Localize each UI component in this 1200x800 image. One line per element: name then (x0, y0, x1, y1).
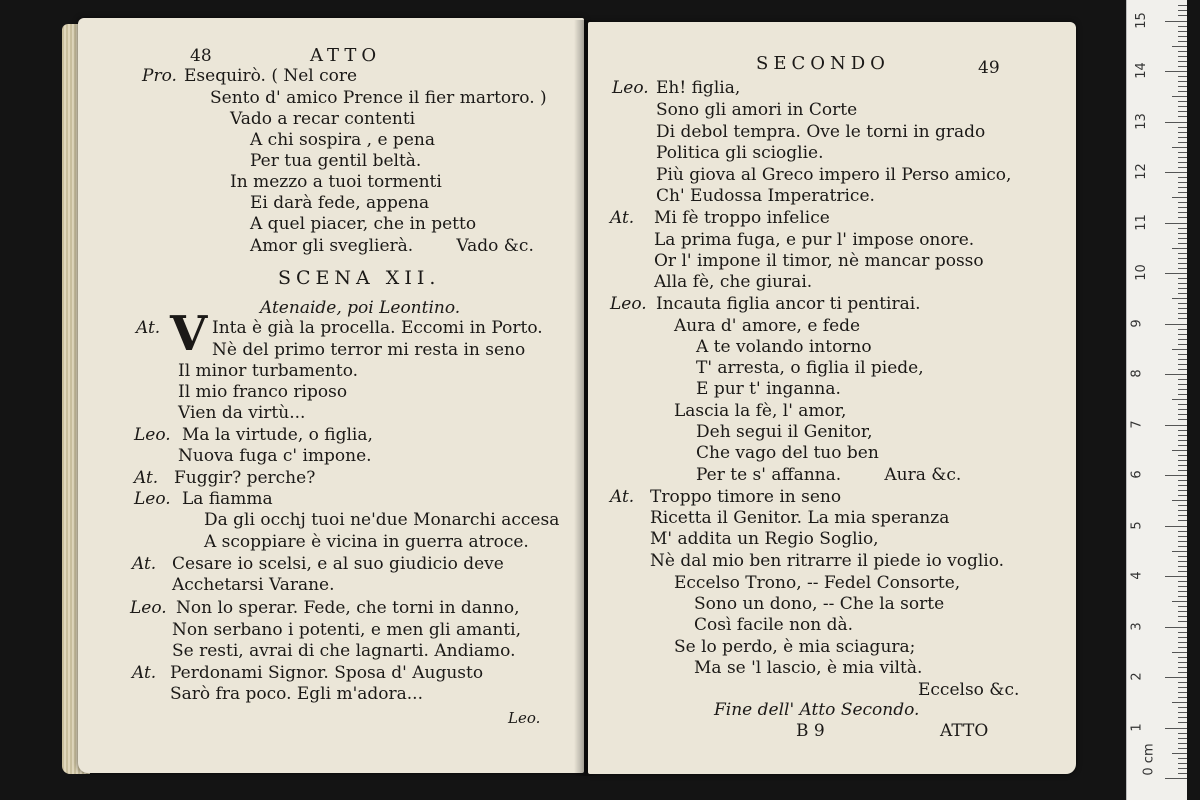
ruler-tick (1178, 445, 1187, 446)
ruler-tick (1178, 364, 1187, 365)
ruler-tick (1165, 627, 1187, 628)
ruler-tick (1178, 667, 1187, 668)
ruler-tick (1178, 485, 1187, 486)
ruler-tick (1178, 707, 1187, 708)
ruler-tick (1178, 758, 1187, 759)
ruler-tick (1172, 450, 1187, 451)
left-page-number: 48 (190, 46, 212, 66)
ruler-tick (1178, 763, 1187, 764)
speaker-label: Leo. (610, 294, 647, 314)
verse-line: Di debol tempra. Ove le torni in grado (656, 122, 986, 142)
ruler-tick (1178, 81, 1187, 82)
verse-line: Non serbano i potenti, e men gli amanti, (172, 620, 522, 640)
verse-line: E pur t' inganna. (696, 379, 841, 399)
ruler-tick (1178, 541, 1187, 542)
verse-line: In mezzo a tuoi tormenti (230, 172, 442, 192)
speaker-label: Leo. (612, 78, 649, 98)
ruler-tick (1178, 510, 1187, 511)
verse-line: Se lo perdo, è mia sciagura; (674, 637, 916, 657)
ruler-number: 6 (1129, 470, 1145, 479)
ruler-tick (1178, 66, 1187, 67)
ruler-tick (1178, 465, 1187, 466)
ruler-tick (1165, 172, 1187, 173)
ruler-tick (1178, 308, 1187, 309)
ruler-tick (1178, 430, 1187, 431)
ruler-tick (1165, 778, 1187, 779)
ruler-tick (1178, 480, 1187, 481)
verse-line: Il mio franco riposo (178, 382, 348, 402)
ruler-tick (1178, 743, 1187, 744)
ruler-tick (1165, 475, 1187, 476)
ruler-tick (1178, 202, 1187, 203)
verse-line: Mi fè troppo infelice (654, 208, 830, 228)
ruler-tick (1178, 354, 1187, 355)
ruler-tick (1178, 15, 1187, 16)
ruler-tick (1178, 177, 1187, 178)
ruler-tick (1178, 207, 1187, 208)
end-of-act-note: Fine dell' Atto Secondo. (714, 700, 920, 720)
ruler-tick (1178, 637, 1187, 638)
verse-line: Da gli occhj tuoi ne'due Monarchi accesa (204, 510, 560, 530)
ruler-unit-label: 0 cm (1141, 743, 1157, 776)
ruler-tick (1178, 132, 1187, 133)
verse-line: Inta è già la procella. Eccomi in Porto. (212, 318, 543, 338)
ruler-tick (1178, 212, 1187, 213)
ruler-tick (1165, 71, 1187, 72)
verse-line: Più giova al Greco impero il Perso amico, (656, 165, 1012, 185)
ruler-tick (1178, 717, 1187, 718)
verse-line: Amor gli sveglierà. Vado &c. (250, 236, 534, 256)
scene-heading: SCENA XII. (278, 267, 441, 289)
ruler-tick (1178, 591, 1187, 592)
ruler-tick (1178, 26, 1187, 27)
ruler-tick (1178, 101, 1187, 102)
ruler-tick (1172, 551, 1187, 552)
ruler-tick (1165, 425, 1187, 426)
right-running-head: SECONDO (756, 53, 890, 74)
ruler-tick (1178, 722, 1187, 723)
ruler-tick (1178, 546, 1187, 547)
ruler-number: 12 (1133, 163, 1149, 180)
verse-line: Il minor turbamento. (178, 361, 359, 381)
speaker-label: Pro. (142, 66, 177, 86)
verse-line: Eccelso &c. (918, 680, 1020, 700)
ruler-tick (1178, 167, 1187, 168)
ruler-tick (1178, 389, 1187, 390)
ruler-tick (1178, 41, 1187, 42)
ruler-tick (1178, 536, 1187, 537)
ruler-tick (1178, 243, 1187, 244)
verse-line: Eccelso Trono, -- Fedel Consorte, (674, 573, 961, 593)
verse-line: M' addita un Regio Soglio, (650, 529, 879, 549)
ruler-tick (1178, 616, 1187, 617)
verse-line: Sarò fra poco. Egli m'adora... (170, 684, 423, 704)
verse-line: Politica gli scioglie. (656, 143, 824, 163)
verse-line: Sono un dono, -- Che la sorte (694, 594, 945, 614)
ruler-tick (1178, 228, 1187, 229)
verse-line: T' arresta, o figlia il piede, (696, 358, 924, 378)
ruler-tick (1178, 157, 1187, 158)
verse-line: Ma se 'l lascio, è mia viltà. (694, 658, 923, 678)
verse-line: Sento d' amico Prence il fier martoro. ) (210, 88, 547, 108)
ruler-tick (1165, 526, 1187, 527)
verse-line: Ch' Eudossa Imperatrice. (656, 186, 875, 206)
ruler-tick (1178, 455, 1187, 456)
ruler-tick (1178, 409, 1187, 410)
ruler-tick (1172, 601, 1187, 602)
ruler-tick (1165, 576, 1187, 577)
verse-line: Eh! figlia, (656, 78, 741, 98)
ruler-tick (1165, 21, 1187, 22)
ruler-tick (1178, 505, 1187, 506)
ruler-tick (1178, 657, 1187, 658)
right-page (588, 22, 1076, 774)
ruler-tick (1178, 581, 1187, 582)
ruler-tick (1178, 435, 1187, 436)
catchword: Leo. (508, 709, 541, 727)
ruler-tick (1172, 349, 1187, 350)
ruler-tick (1178, 288, 1187, 289)
ruler-tick (1178, 268, 1187, 269)
ruler-tick (1178, 31, 1187, 32)
ruler-tick (1178, 682, 1187, 683)
ruler-tick (1178, 303, 1187, 304)
ruler-tick (1178, 137, 1187, 138)
ruler-tick (1178, 116, 1187, 117)
ruler-tick (1178, 566, 1187, 567)
ruler-tick (1178, 192, 1187, 193)
ruler-tick (1178, 10, 1187, 11)
ruler-tick (1172, 197, 1187, 198)
ruler-tick (1178, 556, 1187, 557)
ruler-number: 1 (1129, 722, 1145, 732)
ruler-tick (1178, 293, 1187, 294)
ruler-tick (1178, 384, 1187, 385)
speaker-label: At. (134, 468, 159, 488)
ruler-tick (1178, 520, 1187, 521)
ruler-tick (1172, 46, 1187, 47)
left-page (78, 18, 584, 773)
verse-line: Non lo sperar. Fede, che torni in danno, (176, 598, 520, 618)
ruler-tick (1178, 106, 1187, 107)
verse-line: A chi sospira , e pena (250, 130, 435, 150)
ruler-tick (1178, 187, 1187, 188)
ruler-tick (1178, 596, 1187, 597)
ruler-tick (1178, 440, 1187, 441)
verse-line: La fiamma (182, 489, 273, 509)
ruler-tick (1172, 96, 1187, 97)
ruler-tick (1178, 586, 1187, 587)
ruler-tick (1178, 561, 1187, 562)
verse-line: A scoppiare è vicina in guerra atroce. (204, 532, 529, 552)
ruler-tick (1178, 531, 1187, 532)
verse-line: Nuova fuga c' impone. (178, 446, 372, 466)
left-running-head: ATTO (310, 45, 382, 66)
ruler-tick (1178, 515, 1187, 516)
ruler-tick (1178, 182, 1187, 183)
verse-line: Vien da virtù... (178, 403, 306, 423)
ruler-tick (1178, 672, 1187, 673)
ruler-tick (1178, 470, 1187, 471)
ruler-tick (1178, 36, 1187, 37)
verse-line: Deh segui il Genitor, (696, 422, 873, 442)
ruler-tick (1165, 728, 1187, 729)
catchword: ATTO (940, 721, 989, 741)
ruler-number: 13 (1133, 112, 1149, 130)
speaker-label: At. (610, 208, 635, 228)
ruler-tick (1165, 223, 1187, 224)
ruler-tick (1178, 647, 1187, 648)
ruler-tick (1178, 5, 1187, 6)
ruler-tick (1178, 414, 1187, 415)
ruler-tick (1178, 379, 1187, 380)
ruler-number: 3 (1129, 621, 1145, 631)
ruler-tick (1178, 606, 1187, 607)
ruler-tick (1178, 662, 1187, 663)
speaker-label: At. (132, 554, 157, 574)
ruler-number: 10 (1133, 264, 1149, 281)
ruler-tick (1178, 687, 1187, 688)
verse-line: Ei darà fede, appena (250, 193, 430, 213)
ruler-tick (1165, 374, 1187, 375)
ruler-number: 2 (1129, 672, 1145, 681)
verse-line: Per tua gentil beltà. (250, 151, 422, 171)
ruler-tick (1178, 344, 1187, 345)
ruler-tick (1178, 394, 1187, 395)
verse-line: Così facile non dà. (694, 615, 854, 635)
ruler-number: 15 (1133, 11, 1149, 29)
ruler-tick (1178, 258, 1187, 259)
ruler-tick (1172, 500, 1187, 501)
verse-line: Perdonami Signor. Sposa d' Augusto (170, 663, 484, 683)
ruler-tick (1178, 748, 1187, 749)
ruler-tick (1172, 702, 1187, 703)
ruler-tick (1178, 632, 1187, 633)
ruler-tick (1178, 56, 1187, 57)
signature-mark: B 9 (796, 721, 825, 741)
verse-line: Ricetta il Genitor. La mia speranza (650, 508, 950, 528)
verse-line: Vado a recar contenti (230, 109, 416, 129)
ruler-tick (1178, 253, 1187, 254)
verse-line: Fuggir? perche? (174, 468, 316, 488)
ruler-tick (1178, 571, 1187, 572)
ruler-tick (1178, 142, 1187, 143)
ruler-tick (1178, 127, 1187, 128)
ruler-number: 7 (1129, 419, 1145, 429)
ruler-tick (1178, 369, 1187, 370)
ruler-tick (1178, 233, 1187, 234)
verse-line: Cesare io scelsi, e al suo giudicio deve (172, 554, 504, 574)
ruler-tick (1172, 753, 1187, 754)
ruler-tick (1178, 238, 1187, 239)
ruler-tick (1178, 61, 1187, 62)
ruler-tick (1178, 460, 1187, 461)
ruler-tick (1178, 283, 1187, 284)
ruler-tick (1178, 733, 1187, 734)
verse-line: La prima fuga, e pur l' impose onore. (654, 230, 975, 250)
ruler-tick (1165, 122, 1187, 123)
ruler-tick (1172, 298, 1187, 299)
ruler-tick (1178, 495, 1187, 496)
verse-line: Incauta figlia ancor ti pentirai. (656, 294, 921, 314)
ruler-tick (1178, 278, 1187, 279)
verse-line: Lascia la fè, l' amor, (674, 401, 847, 421)
ruler-tick (1178, 419, 1187, 420)
speaker-label: At. (610, 487, 635, 507)
ruler-tick (1178, 162, 1187, 163)
verse-line: Acchetarsi Varane. (172, 575, 335, 595)
ruler-tick (1178, 51, 1187, 52)
ruler-tick (1178, 359, 1187, 360)
verse-line: Per te s' affanna. Aura &c. (696, 465, 962, 485)
ruler-number: 4 (1129, 571, 1145, 580)
ruler-tick (1172, 248, 1187, 249)
ruler-tick (1178, 712, 1187, 713)
ruler-tick (1178, 313, 1187, 314)
ruler-number: 14 (1133, 62, 1149, 79)
ruler-tick (1178, 642, 1187, 643)
ruler-tick (1165, 677, 1187, 678)
verse-line: Alla fè, che giurai. (654, 272, 813, 292)
ruler-number: 9 (1129, 318, 1145, 328)
open-book (48, 14, 1078, 779)
ruler-tick (1178, 692, 1187, 693)
ruler-tick (1178, 339, 1187, 340)
ruler-tick (1172, 652, 1187, 653)
ruler-tick (1178, 697, 1187, 698)
ruler-number: 11 (1133, 213, 1149, 231)
ruler-tick (1178, 611, 1187, 612)
ruler-tick (1178, 768, 1187, 769)
ruler-tick (1178, 91, 1187, 92)
verse-line: A te volando intorno (696, 337, 872, 357)
measuring-ruler (1126, 0, 1187, 800)
ruler-tick (1178, 152, 1187, 153)
ruler-tick (1178, 773, 1187, 774)
speaker-label: Leo. (134, 489, 171, 509)
ruler-tick (1178, 263, 1187, 264)
verse-line: Esequirò. ( Nel core (184, 66, 358, 86)
verse-line: Nè del primo terror mi resta in seno (212, 340, 526, 360)
speaker-label: Leo. (134, 425, 171, 445)
ruler-tick (1178, 76, 1187, 77)
ruler-tick (1178, 404, 1187, 405)
speaker-label: At. (136, 318, 161, 338)
verse-line: Nè dal mio ben ritrarre il piede io voglio. (650, 551, 1005, 571)
ruler-number: 5 (1129, 520, 1145, 530)
ruler-tick (1178, 318, 1187, 319)
ruler-tick (1178, 111, 1187, 112)
ruler-tick (1172, 399, 1187, 400)
ruler-tick (1165, 273, 1187, 274)
verse-line: Sono gli amori in Corte (656, 100, 858, 120)
ruler-number: 8 (1129, 369, 1145, 378)
ruler-tick (1178, 621, 1187, 622)
ruler-tick (1178, 738, 1187, 739)
verse-line: Ma la virtude, o figlia, (182, 425, 373, 445)
speaker-label: Leo. (130, 598, 167, 618)
verse-line: Che vago del tuo ben (696, 443, 879, 463)
ruler-tick (1178, 86, 1187, 87)
scene-persons: Atenaide, poi Leontino. (260, 298, 461, 318)
ruler-tick (1178, 217, 1187, 218)
ruler-tick (1172, 147, 1187, 148)
ruler-tick (1178, 334, 1187, 335)
verse-line: Or l' impone il timor, nè mancar posso (654, 251, 984, 271)
verse-line: Se resti, avrai di che lagnarti. Andiamo. (172, 641, 516, 661)
right-page-number: 49 (978, 58, 1000, 78)
verse-line: Troppo timore in seno (650, 487, 842, 507)
verse-line: Aura d' amore, e fede (674, 316, 861, 336)
verse-line: A quel piacer, che in petto (250, 214, 477, 234)
ruler-tick (1178, 490, 1187, 491)
ruler-tick (1178, 329, 1187, 330)
ruler-tick (1165, 324, 1187, 325)
speaker-label: At. (132, 663, 157, 683)
drop-cap: V (170, 306, 208, 362)
